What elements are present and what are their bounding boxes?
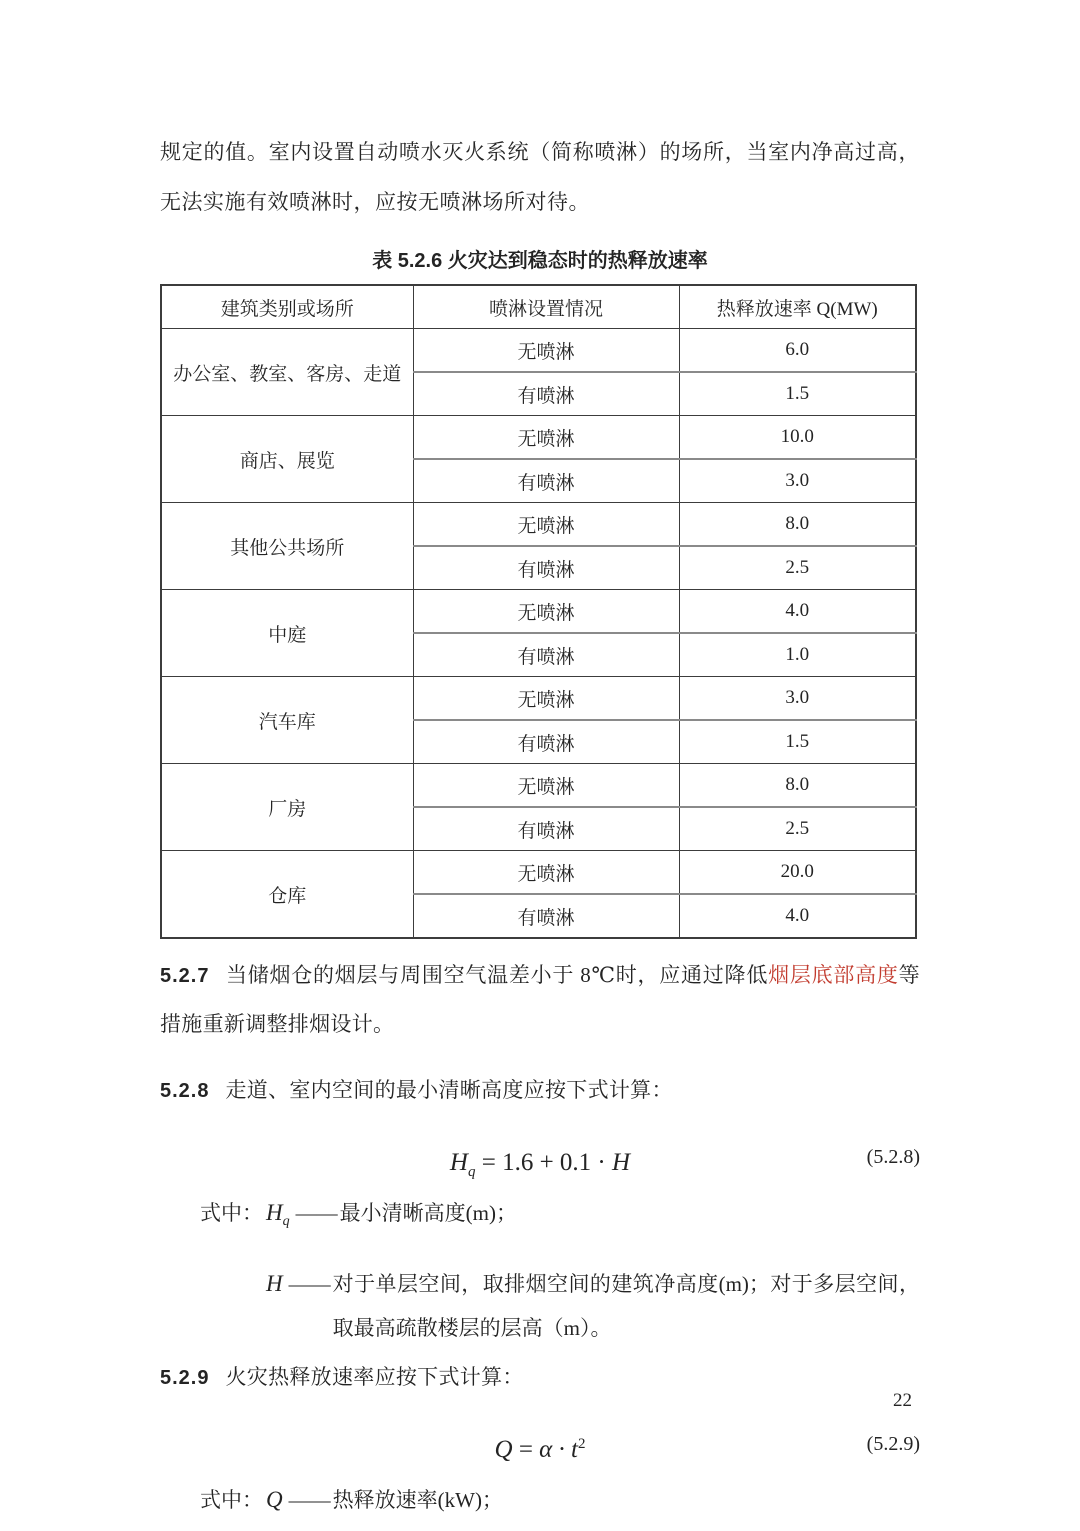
sprinkler-cell: 有喷淋 bbox=[413, 633, 679, 677]
section-text: 等措施重新调整排烟设计。 bbox=[160, 963, 920, 1036]
hrr-value-cell: 1.0 bbox=[679, 633, 916, 677]
table-row bbox=[161, 329, 916, 373]
table-row bbox=[161, 416, 916, 460]
hrr-value-cell: 3.0 bbox=[679, 677, 916, 721]
hrr-value-cell: 20.0 bbox=[679, 851, 916, 895]
where-label: 式中： bbox=[200, 1201, 263, 1225]
sprinkler-cell: 无喷淋 bbox=[413, 851, 679, 895]
sprinkler-cell: 有喷淋 bbox=[413, 546, 679, 590]
variable-term: $H_q$ bbox=[266, 1200, 290, 1229]
section-text: 火灾热释放速率应按下式计算： bbox=[225, 1365, 524, 1389]
where-label: 式中： bbox=[200, 1488, 263, 1512]
header-sprinkler-setting: 喷淋设置情况 bbox=[413, 285, 679, 329]
formula-definition bbox=[200, 1478, 920, 1531]
section-5-2-7 bbox=[160, 951, 920, 1048]
definition-text: 热释放速率(kW)； bbox=[332, 1488, 503, 1512]
section-number: 5.2.8 bbox=[160, 1080, 210, 1102]
sprinkler-cell: 无喷淋 bbox=[413, 416, 679, 460]
page-number: 22 bbox=[893, 1390, 912, 1411]
sprinkler-cell: 无喷淋 bbox=[413, 677, 679, 721]
hrr-value-cell: 6.0 bbox=[679, 329, 916, 373]
hrr-value-cell: 2.5 bbox=[679, 807, 916, 851]
table-row bbox=[161, 851, 916, 895]
category-cell: 厂房 bbox=[161, 764, 413, 851]
formula-5-2-8 bbox=[160, 1133, 920, 1181]
section-number: 5.2.7 bbox=[160, 965, 210, 987]
sprinkler-cell: 有喷淋 bbox=[413, 720, 679, 764]
definition-dash: —— bbox=[295, 1201, 338, 1225]
sprinkler-cell: 有喷淋 bbox=[413, 372, 679, 416]
sprinkler-cell: 无喷淋 bbox=[413, 329, 679, 373]
formula-5-2-9 bbox=[160, 1420, 920, 1468]
table-row bbox=[161, 503, 916, 547]
table-title: 表 5.2.6 火灾达到稳态时的热释放速率 bbox=[372, 250, 708, 272]
hrr-value-cell: 10.0 bbox=[679, 416, 916, 460]
definition-text: 对于单层空间，取排烟空间的建筑净高度(m)；对于多层空间，取最高疏散楼层的层高（m）。 bbox=[332, 1272, 920, 1340]
category-cell: 办公室、教室、客房、走道 bbox=[161, 329, 413, 416]
variable-term: Q bbox=[266, 1487, 283, 1512]
heat-release-rate-table bbox=[160, 284, 917, 939]
section-number: 5.2.9 bbox=[160, 1367, 210, 1389]
hrr-value-cell: 8.0 bbox=[679, 764, 916, 808]
equation: $Q = \alpha \cdot t^2$ bbox=[494, 1436, 586, 1463]
table-header-row bbox=[161, 285, 916, 329]
highlighted-term: 烟层底部高度 bbox=[768, 963, 899, 987]
header-building-category: 建筑类别或场所 bbox=[161, 285, 413, 329]
header-heat-release-rate: 热释放速率 Q(MW) bbox=[679, 285, 916, 329]
section-5-2-8 bbox=[160, 1069, 920, 1112]
formula-definition bbox=[200, 1191, 920, 1244]
hrr-value-cell: 4.0 bbox=[679, 590, 916, 634]
sprinkler-cell: 有喷淋 bbox=[413, 894, 679, 938]
document-page bbox=[160, 0, 920, 1531]
definition-text: 最小清晰高度(m)； bbox=[339, 1201, 517, 1225]
category-cell: 中庭 bbox=[161, 590, 413, 677]
variable-term: H bbox=[266, 1271, 283, 1296]
hrr-value-cell: 2.5 bbox=[679, 546, 916, 590]
intro-paragraph: 规定的值。室内设置自动喷水灭火系统（简称喷淋）的场所，当室内净高过高，无法实施有效喷淋时，应按无喷淋场所对待。 bbox=[160, 140, 920, 214]
hrr-value-cell: 1.5 bbox=[679, 720, 916, 764]
hrr-value-cell: 3.0 bbox=[679, 459, 916, 503]
sprinkler-cell: 无喷淋 bbox=[413, 764, 679, 808]
formula-definition bbox=[200, 1262, 920, 1350]
equation-number: (5.2.9) bbox=[866, 1433, 920, 1455]
section-5-2-9 bbox=[160, 1356, 920, 1399]
table-row bbox=[161, 764, 916, 808]
table-row bbox=[161, 590, 916, 634]
sprinkler-cell: 有喷淋 bbox=[413, 807, 679, 851]
section-text: 走道、室内空间的最小清晰高度应按下式计算： bbox=[225, 1078, 673, 1102]
sprinkler-cell: 无喷淋 bbox=[413, 590, 679, 634]
equation: $H_q = 1.6 + 0.1 \cdot H$ bbox=[449, 1149, 631, 1180]
definition-dash: —— bbox=[288, 1488, 331, 1512]
sprinkler-cell: 有喷淋 bbox=[413, 459, 679, 503]
hrr-value-cell: 4.0 bbox=[679, 894, 916, 938]
hrr-value-cell: 1.5 bbox=[679, 372, 916, 416]
sprinkler-cell: 无喷淋 bbox=[413, 503, 679, 547]
hrr-table-body bbox=[161, 329, 916, 939]
category-cell: 汽车库 bbox=[161, 677, 413, 764]
equation-number: (5.2.8) bbox=[866, 1146, 920, 1168]
definition-dash: —— bbox=[288, 1272, 331, 1296]
category-cell: 其他公共场所 bbox=[161, 503, 413, 590]
category-cell: 仓库 bbox=[161, 851, 413, 939]
section-text: 当储烟仓的烟层与周围空气温差小于 8℃时，应通过降低 bbox=[225, 963, 769, 987]
hrr-value-cell: 8.0 bbox=[679, 503, 916, 547]
category-cell: 商店、展览 bbox=[161, 416, 413, 503]
table-row bbox=[161, 677, 916, 721]
